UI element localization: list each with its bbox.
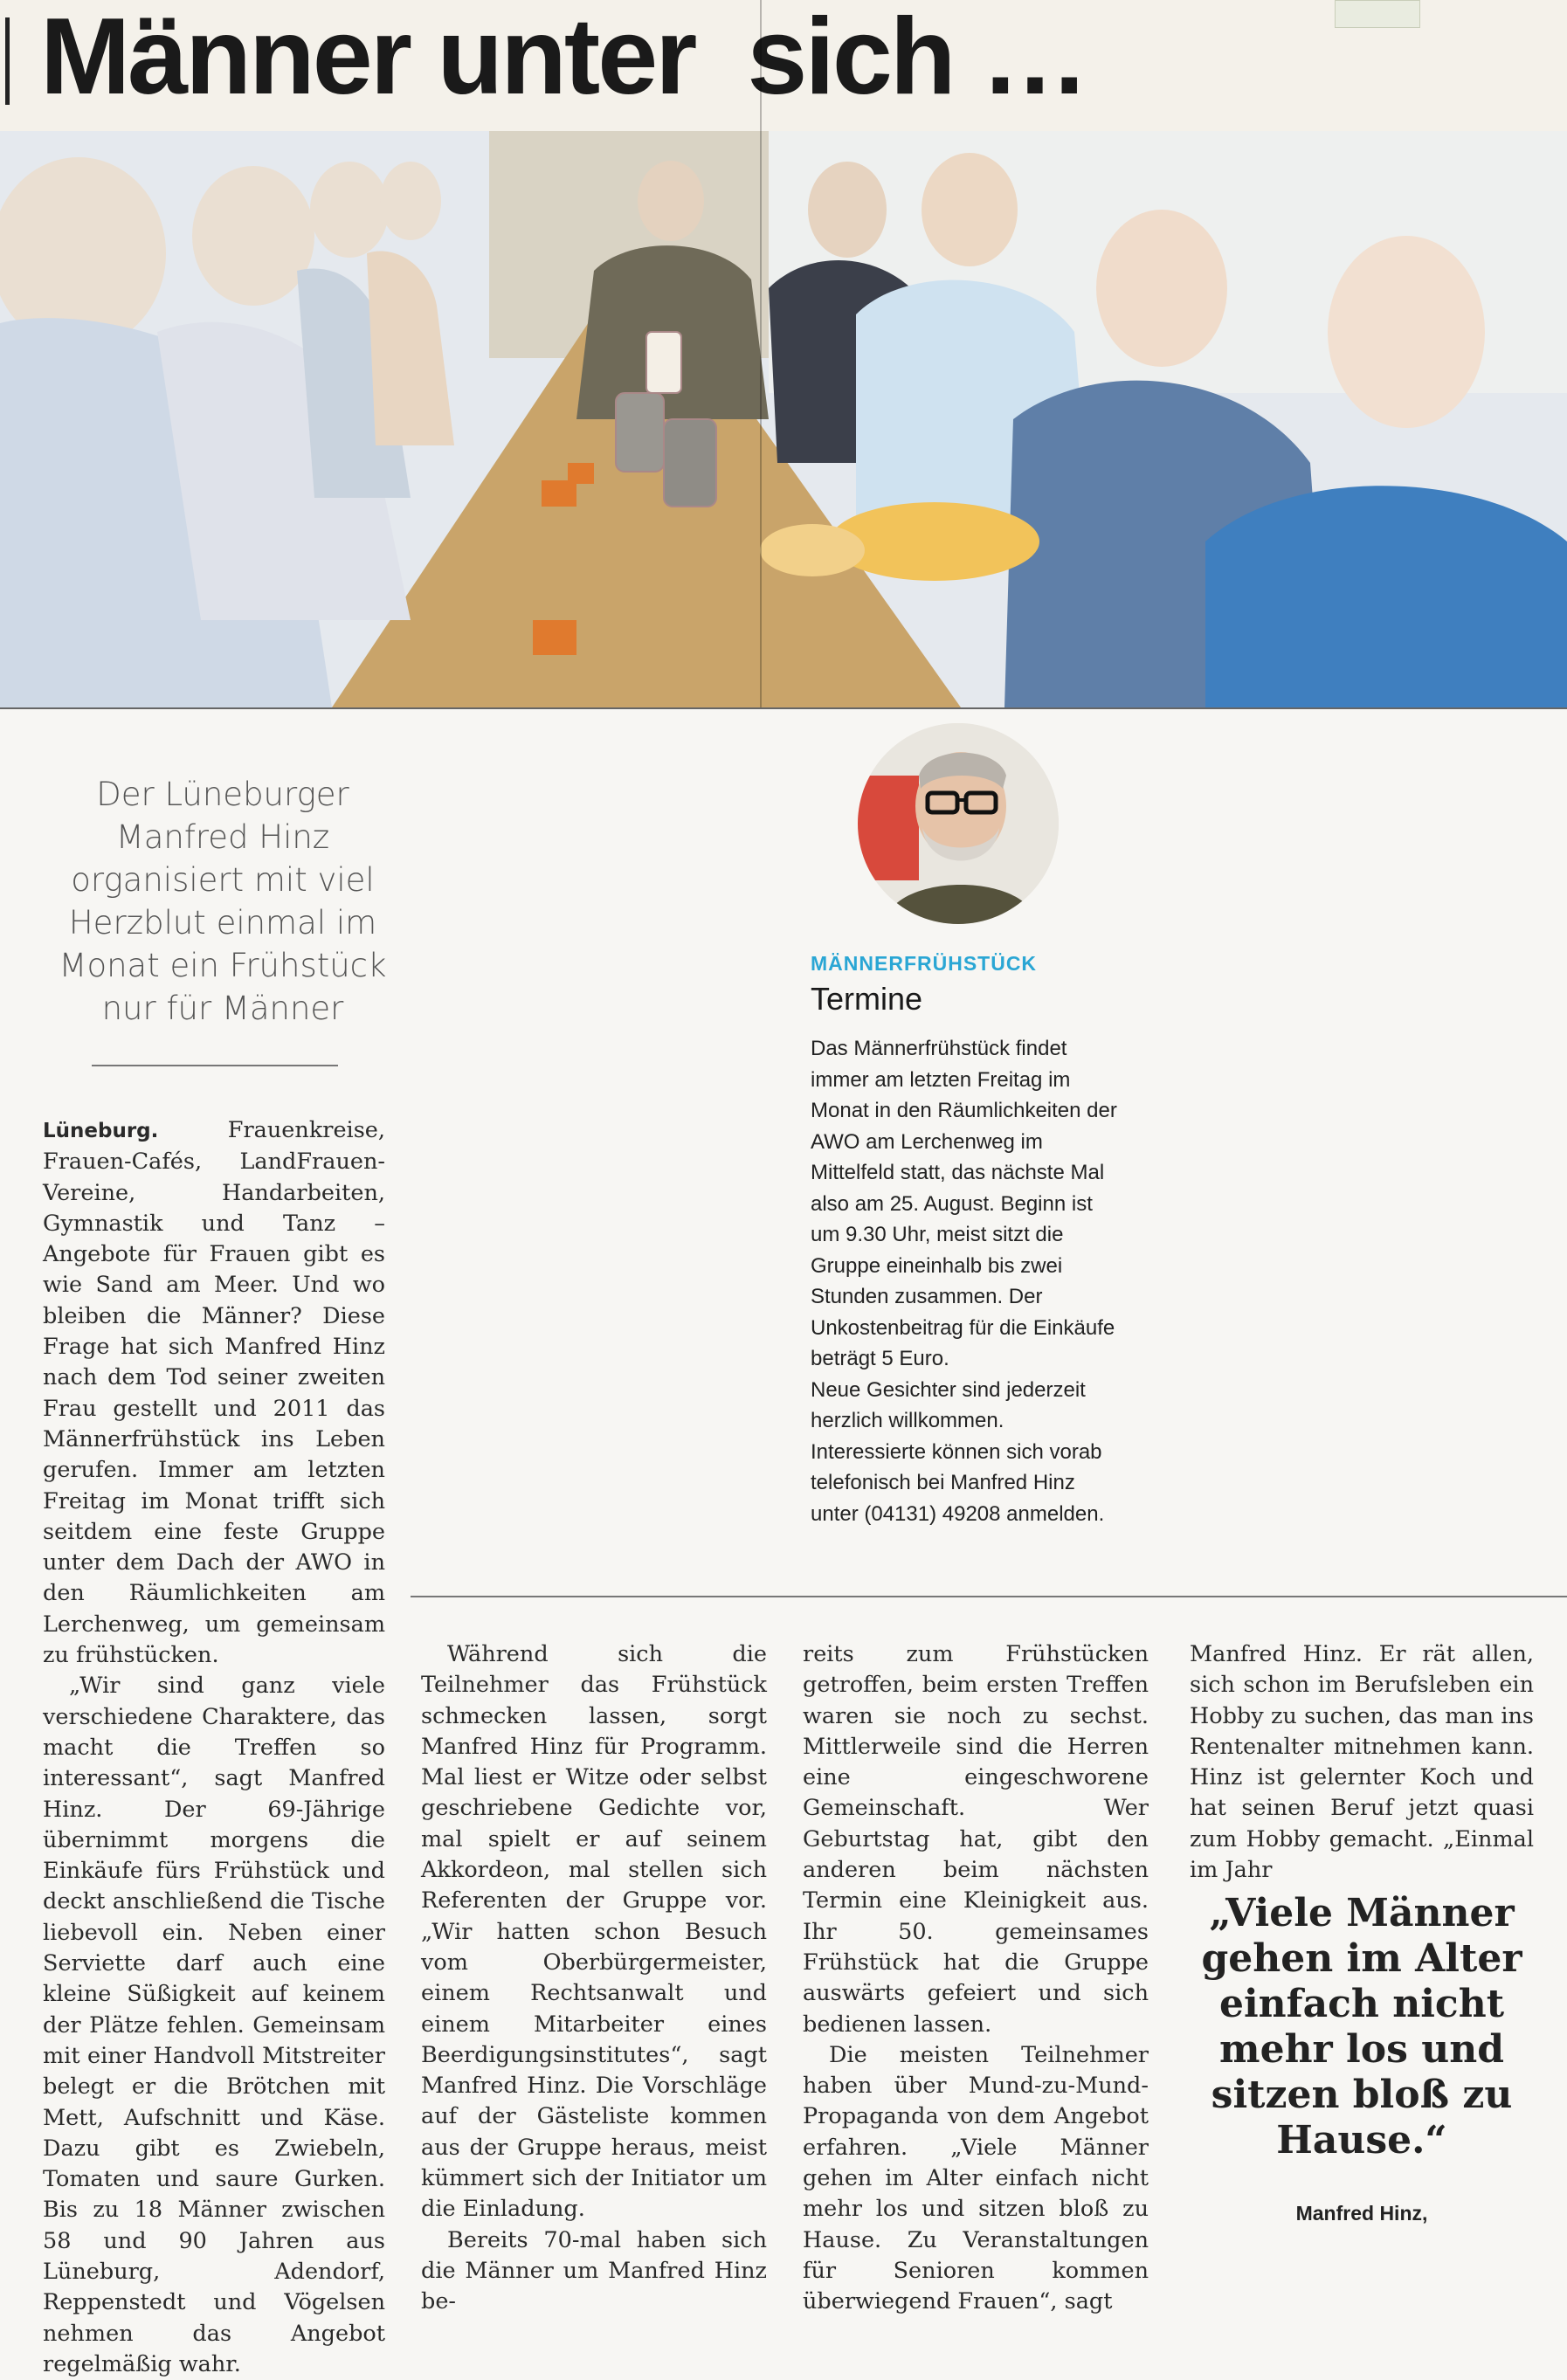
scan-stamp [1335,0,1420,28]
headline-bar [5,17,10,105]
subhead-divider [92,1065,338,1066]
portrait-illustration [858,723,1059,924]
headline-part-2: sich … [747,0,1087,117]
info-paragraph-1: Das Männerfrühstück findet immer am letzten Freitag im Monat in den Räumlichkeiten der AWO am Lerchenweg im Mittelfeld statt, das nächste Mal also am 25. August. Beginn ist um 9.30 Uhr, meist sitzt die Gruppe eineinhalb bis zwei Stunden zusammen. Der Unkostenbeitrag für die Einkäufe beträgt 5 Euro. [811,1037,1117,1370]
headline [40,0,1087,119]
article-column-3 [803,1639,1149,2318]
info-paragraph-2: Neue Gesichter sind jederzeit herzlich willkommen. Interessierte können sich vorab telefonisch bei Manfred Hinz unter (04131) 49208 anmelden. [811,1377,1105,1526]
infobox-rule [411,1596,1567,1597]
headline-part-1: Männer unter [40,0,695,117]
article-paragraph [43,1115,385,1671]
info-title: Termine [811,981,923,1017]
author-portrait [858,723,1059,924]
pull-quote-attribution: Manfred Hinz, [1295,2202,1428,2225]
article-paragraph: Bereits 70-mal haben sich die Männer um Manfred Hinz be- [421,2226,767,2315]
photo-illustration [0,131,1567,707]
info-kicker: MÄNNERFRÜHSTÜCK [811,952,1038,975]
dateline: Lüneburg. [43,1120,159,1142]
article-paragraph: Während sich die Teilnehmer das Frühstück schmecken lassen, sorgt Manfred Hinz für Programm. Mal liest er Witze oder selbst geschriebene Gedichte vor, mal spielt er auf seinem Akkordeon, mal stellen sich Referenten der Gruppe vor. „Wir hatten schon Besuch vom Oberbürgermeister, einem Rechtsanwalt und einem Mitarbeiter eines Beerdigungsinstitutes“, sagt Manfred Hinz. Die Vorschläge auf der Gästeliste kommen aus der Gruppe heraus, meist kümmert sich der Initiator um die Einladung. [421,1641,767,2223]
article-text: Frauenkreise, Frauen-Cafés, LandFrauen-Vereine, Handarbeiten, Gymnastik und Tanz – Angebote für Frauen gibt es wie Sand am Meer. Und wo bleiben die Männer? Diese Frage hat sich Manfred Hinz nach dem Tod seiner zweiten Frau gestellt und 2011 das Männerfrühstück ins Leben gerufen. Immer am letzten Freitag im Monat trifft sich seitdem eine feste Gruppe unter dem Dach der AWO in den Räumlichkeiten am Lerchenweg, um gemeinsam zu frühstücken. [43,1117,385,1669]
article-column-4 [1190,1639,1534,1886]
group-breakfast-photo [0,131,1567,707]
article-column-1 [43,1115,385,2380]
pull-quote: „Viele Männer gehen im Alter einfach nicht mehr los und sitzen bloß zu Hause.“ [1201,1891,1522,2163]
article-paragraph: reits zum Frühstücken getroffen, beim ersten Treffen waren sie noch zu sechst. Mittlerweile sind die Herren eine eingeschworene Gemeinschaft. Wer Geburtstag hat, gibt den anderen beim nächsten Termin eine Kleinigkeit aus. Ihr 50. gemeinsames Frühstück hat die Gruppe auswärts gefeiert und sich bedienen lassen. [803,1641,1149,2038]
subheadline: Der Lüneburger Manfred Hinz organisiert mit viel Herzblut einmal im Monat ein Frühstück nur für Männer [59,776,387,1027]
photo-rule [0,707,1567,709]
article-paragraph: „Wir sind ganz viele verschiedene Charaktere, das macht die Treffen so interessant“, sagt Manfred Hinz. Der 69-Jährige übernimmt morgens die Einkäufe fürs Frühstück und deckt anschließend die Tische liebevoll ein. Neben einer Serviette darf auch eine kleine Süßigkeit auf keinem der Plätze fehlen. Gemeinsam mit einer Handvoll Mitstreiter belegt er die Brötchen mit Mett, Aufschnitt und Käse. Dazu gibt es Zwiebeln, Tomaten und saure Gurken. Bis zu 18 Männer zwischen 58 und 90 Jahren aus Lüneburg, Adendorf, Reppenstedt und Vögelsen nehmen das Angebot regelmäßig wahr. [43,1673,385,2377]
headline-banner [0,0,1567,131]
article-column-2 [421,1639,767,2318]
info-box [811,952,1125,1529]
article-paragraph: Manfred Hinz. Er rät allen, sich schon im Berufsleben ein Hobby zu suchen, das man ins Rentenalter mitnehmen kann. Hinz ist gelernter Koch und hat seinen Beruf jetzt quasi zum Hobby gemacht. „Einmal im Jahr [1190,1641,1534,1884]
article-paragraph: Die meisten Teilnehmer haben über Mund-zu-Mund-Propaganda von dem Angebot erfahren. „Viele Männer gehen im Alter einfach nicht mehr los und sitzen bloß zu Hause. Zu Veranstaltungen für Senioren kommen überwiegend Frauen“, sagt [803,2041,1149,2315]
page-fold [760,0,762,707]
